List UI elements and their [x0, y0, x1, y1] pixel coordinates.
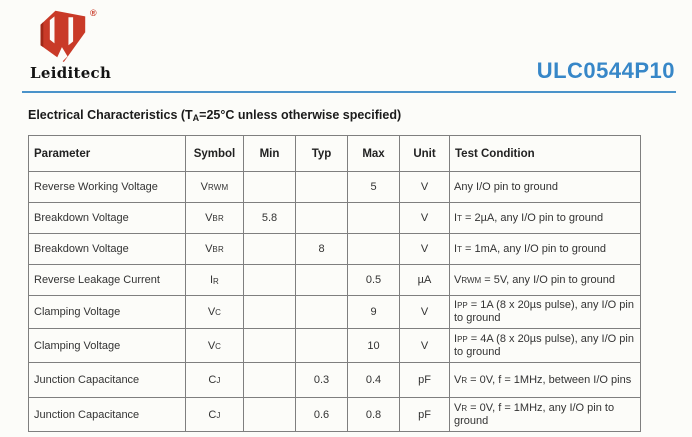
cell-test-condition: IT = 1mA, any I/O pin to ground	[450, 234, 641, 265]
cell-typ	[296, 296, 348, 329]
cell-test-condition: VR = 0V, f = 1MHz, between I/O pins	[450, 363, 641, 398]
cell-unit: V	[400, 203, 450, 234]
cell-unit: µA	[400, 265, 450, 296]
cell-test-condition: VRWM = 5V, any I/O pin to ground	[450, 265, 641, 296]
table-row	[29, 329, 641, 363]
cell-max: 9	[348, 296, 400, 329]
cell-max: 5	[348, 172, 400, 203]
cell-unit: V	[400, 329, 450, 363]
cell-max: 0.4	[348, 363, 400, 398]
cell-parameter: Clamping Voltage	[29, 329, 186, 363]
col-header-min: Min	[244, 136, 296, 172]
cell-symbol: VC	[186, 296, 244, 329]
cell-test-condition: VR = 0V, f = 1MHz, any I/O pin to ground	[450, 398, 641, 432]
cell-parameter: Reverse Leakage Current	[29, 265, 186, 296]
cell-typ: 0.3	[296, 363, 348, 398]
brand-wordmark: Leiditech	[30, 64, 112, 82]
cell-min	[244, 329, 296, 363]
table-row	[29, 265, 641, 296]
cell-symbol: CJ	[186, 363, 244, 398]
table-row	[29, 234, 641, 265]
cell-max: 0.8	[348, 398, 400, 432]
table-header-row	[29, 136, 641, 172]
leiditech-emblem-graphic	[30, 8, 92, 62]
col-header-parameter: Parameter	[29, 136, 186, 172]
cell-typ: 0.6	[296, 398, 348, 432]
cell-max	[348, 234, 400, 265]
cell-min	[244, 265, 296, 296]
cell-parameter: Junction Capacitance	[29, 363, 186, 398]
cell-unit: V	[400, 296, 450, 329]
cell-unit: V	[400, 234, 450, 265]
cell-unit: pF	[400, 398, 450, 432]
cell-test-condition: IPP = 4A (8 x 20µs pulse), any I/O pin to ground	[450, 329, 641, 363]
cell-parameter: Junction Capacitance	[29, 398, 186, 432]
cell-min	[244, 398, 296, 432]
cell-typ: 8	[296, 234, 348, 265]
part-number: ULC0544P10	[536, 58, 675, 83]
col-header-max: Max	[348, 136, 400, 172]
col-header-symbol: Symbol	[186, 136, 244, 172]
cell-min	[244, 296, 296, 329]
cell-test-condition: IT = 2µA, any I/O pin to ground	[450, 203, 641, 234]
col-header-unit: Unit	[400, 136, 450, 172]
cell-parameter: Breakdown Voltage	[29, 234, 186, 265]
cell-symbol: CJ	[186, 398, 244, 432]
col-header-test-condition: Test Condition	[450, 136, 641, 172]
cell-max: 0.5	[348, 265, 400, 296]
cell-parameter: Reverse Working Voltage	[29, 172, 186, 203]
cell-min	[244, 363, 296, 398]
table-row	[29, 203, 641, 234]
cell-min: 5.8	[244, 203, 296, 234]
col-header-typ: Typ	[296, 136, 348, 172]
section-title-subscript: A	[192, 113, 200, 123]
cell-unit: V	[400, 172, 450, 203]
cell-max: 10	[348, 329, 400, 363]
cell-symbol: VBR	[186, 234, 244, 265]
electrical-characteristics-table	[28, 135, 641, 432]
cell-parameter: Breakdown Voltage	[29, 203, 186, 234]
cell-typ	[296, 203, 348, 234]
leiditech-logo-icon	[30, 8, 100, 62]
cell-typ	[296, 329, 348, 363]
cell-test-condition: Any I/O pin to ground	[450, 172, 641, 203]
section-title	[28, 108, 401, 123]
cell-max	[348, 203, 400, 234]
cell-typ	[296, 265, 348, 296]
leiditech-logo	[30, 8, 140, 82]
section-title-pre: Electrical Characteristics (T	[28, 108, 193, 122]
cell-symbol: IR	[186, 265, 244, 296]
cell-unit: pF	[400, 363, 450, 398]
cell-min	[244, 172, 296, 203]
cell-typ	[296, 172, 348, 203]
table-row	[29, 398, 641, 432]
cell-parameter: Clamping Voltage	[29, 296, 186, 329]
section-title-post: =25°C unless otherwise specified)	[199, 108, 402, 122]
header-divider-rule	[22, 91, 676, 93]
cell-symbol: VRWM	[186, 172, 244, 203]
table-row	[29, 363, 641, 398]
table-row	[29, 296, 641, 329]
cell-min	[244, 234, 296, 265]
table-row	[29, 172, 641, 203]
registered-trademark-icon: ®	[90, 8, 97, 18]
cell-symbol: VC	[186, 329, 244, 363]
cell-symbol: VBR	[186, 203, 244, 234]
cell-test-condition: IPP = 1A (8 x 20µs pulse), any I/O pin to ground	[450, 296, 641, 329]
